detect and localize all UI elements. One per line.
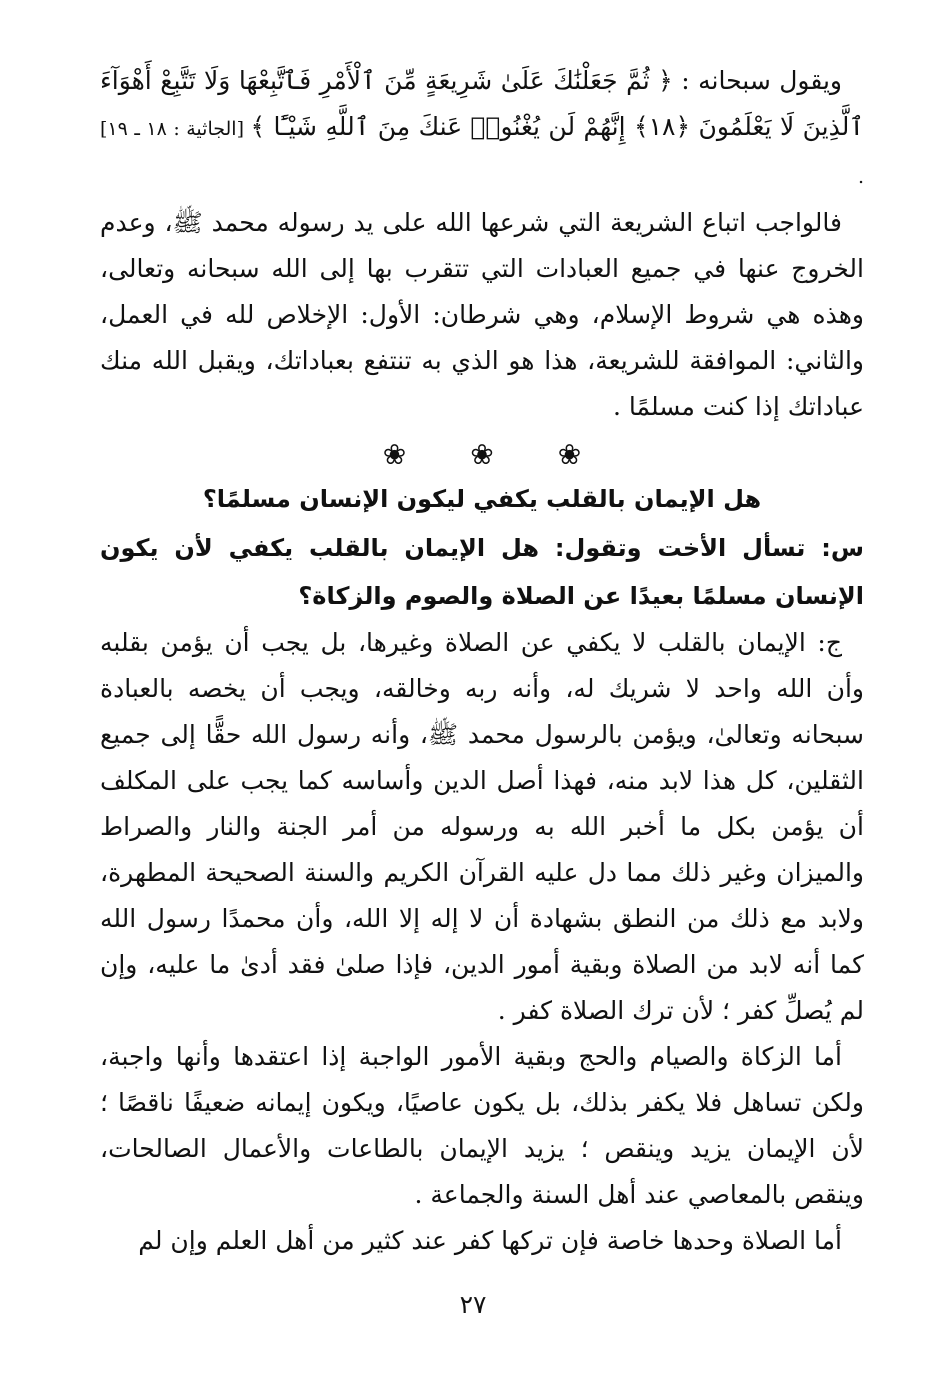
verse-intro: ويقول سبحانه : bbox=[672, 66, 842, 95]
section-heading: هل الإيمان بالقلب يكفي ليكون الإنسان مسلمًا؟ bbox=[202, 485, 762, 513]
page-content bbox=[100, 58, 864, 1264]
paragraph-obligation: فالواجب اتباع الشريعة التي شرعها الله على يد رسوله محمد ﷺ، وعدم الخروج عنها في جميع العبادات التي تتقرب بها إلى الله سبحانه وتعالى، وهذه هي شروط الإسلام، وهي شرطان: الأول: الإخلاص لله في العمل، والثاني: الموافقة للشريعة، هذا هو الذي به تنتفع بعباداتك، ويقبل الله منك عباداتك إذا كنت مسلمًا . bbox=[100, 208, 864, 421]
separator-star: ❀ bbox=[470, 438, 494, 471]
verse-reference: [الجاثية : ١٨ ـ ١٩] . bbox=[100, 118, 864, 188]
question-text: س: تسأل الأخت وتقول: هل الإيمان بالقلب يكفي لأن يكون الإنسان مسلمًا بعيدًا عن الصلاة والصوم والزكاة؟ bbox=[100, 534, 864, 610]
quran-verse: ﴿ ثُمَّ جَعَلْنَٰكَ عَلَىٰ شَرِيعَةٍ مِّنَ ٱلْأَمْرِ فَٱتَّبِعْهَا وَلَا تَتَّبِعْ أَهْوَآءَ ٱلَّذِينَ لَا يَعْلَمُونَ ﴿١٨﴾ إِنَّهُمْ لَن يُغْنُوا۟ عَنكَ مِنَ ٱللَّهِ شَيْـًٔا ﴾ bbox=[100, 66, 864, 141]
page-number: ٢٧ bbox=[459, 1290, 487, 1319]
separator-star: ❀ bbox=[382, 438, 407, 471]
separator-star: ❀ bbox=[557, 438, 582, 471]
section-separator bbox=[100, 440, 864, 470]
answer-paragraph-1: ج: الإيمان بالقلب لا يكفي عن الصلاة وغيرها، بل يجب أن يؤمن بقلبه وأن الله واحد لا شريك له، وأنه ربه وخالقه، ويجب أن يخصه بالعبادة سبحانه وتعالىٰ، ويؤمن بالرسول محمد ﷺ، وأنه رسول الله حقًّا إلى جميع الثقلين، كل هذا لابد منه، فهذا أصل الدين وأساسه كما يجب على المكلف أن يؤمن بكل ما أخبر الله به ورسوله من أمر الجنة والنار والصراط والميزان وغير ذلك مما دل عليه القرآن الكريم والسنة الصحيحة المطهرة، ولابد مع ذلك من النطق بشهادة أن لا إله إلا الله، وأن محمدًا رسول الله كما أنه لابد من الصلاة وبقية أمور الدين، فإذا صلىٰ فقد أدىٰ ما عليه، وإن لم يُصلِّ كفر ؛ لأن ترك الصلاة كفر . bbox=[100, 628, 864, 1025]
answer-paragraph-3: أما الصلاة وحدها خاصة فإن تركها كفر عند كثير من أهل العلم وإن لم bbox=[138, 1226, 842, 1255]
verse-paragraph bbox=[100, 58, 864, 200]
answer-paragraph-2: أما الزكاة والصيام والحج وبقية الأمور الواجبة إذا اعتقدها وأنها واجبة، ولكن تساهل فلا يكفر بذلك، بل يكون عاصيًا، ويكون إيمانه ضعيفًا ناقصًا ؛ لأن الإيمان يزيد وينقص ؛ يزيد الإيمان بالطاعات والأعمال الصالحات، وينقص بالمعاصي عند أهل السنة والجماعة . bbox=[100, 1042, 864, 1209]
